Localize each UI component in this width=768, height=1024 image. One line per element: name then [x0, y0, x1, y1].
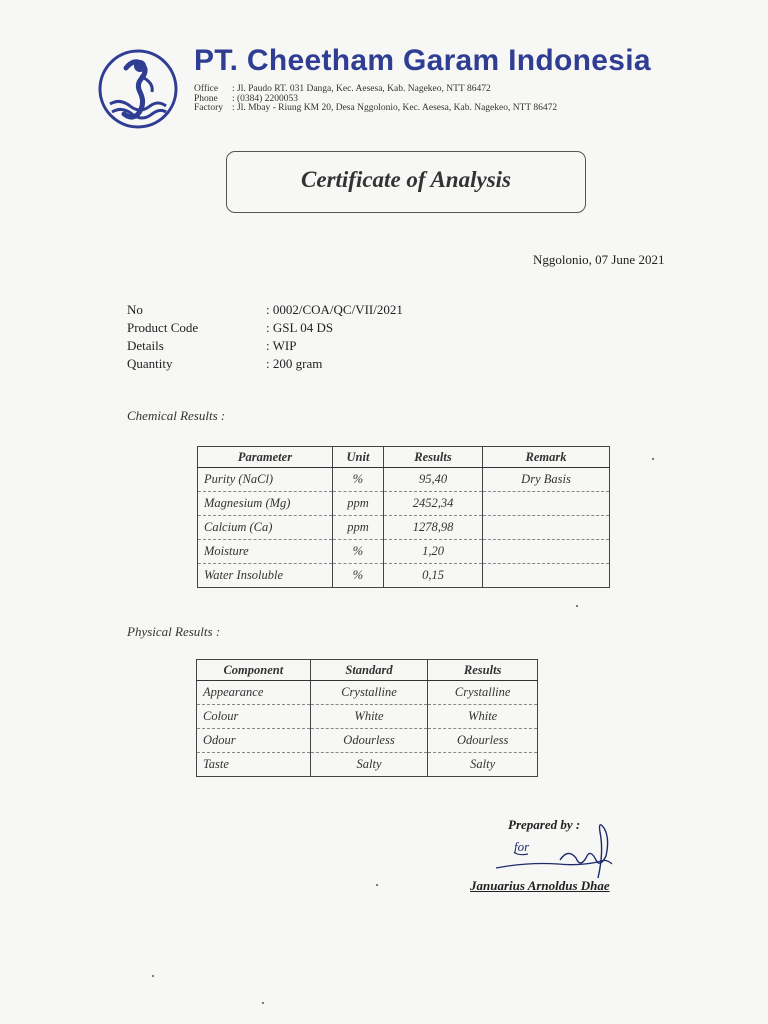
table-row — [198, 540, 610, 564]
table-header-row — [198, 447, 610, 468]
company-name: PT. Cheetham Garam Indonesia — [194, 44, 651, 77]
table-cell: Odour — [197, 729, 311, 753]
table-cell: Colour — [197, 705, 311, 729]
table-row — [198, 492, 610, 516]
table-row — [197, 681, 538, 705]
table-row — [197, 753, 538, 777]
table-row — [198, 468, 610, 492]
speck — [152, 975, 154, 977]
speck — [262, 1002, 264, 1004]
table-row — [197, 729, 538, 753]
info-label-no: No — [127, 302, 143, 317]
table-cell: Odourless — [310, 729, 428, 753]
table-cell — [483, 540, 610, 564]
speck — [376, 884, 378, 886]
factory-label: Factory — [194, 103, 224, 113]
table-row — [198, 516, 610, 540]
physical-results-table — [196, 659, 538, 777]
column-header: Unit — [333, 447, 384, 468]
table-cell: % — [333, 564, 384, 588]
table-header-row — [197, 660, 538, 681]
table-cell: 1,20 — [384, 540, 483, 564]
column-header: Standard — [310, 660, 428, 681]
info-label-product-code: Product Code — [127, 320, 199, 335]
table-cell: Taste — [197, 753, 311, 777]
column-header: Results — [428, 660, 538, 681]
info-value-product-code: : GSL 04 DS — [266, 320, 334, 335]
mermaid-logo-icon — [96, 48, 180, 130]
table-cell: Magnesium (Mg) — [198, 492, 333, 516]
info-label-quantity: Quantity — [127, 356, 173, 371]
table-cell: Calcium (Ca) — [198, 516, 333, 540]
table-cell: Salty — [428, 753, 538, 777]
table-cell: ppm — [333, 516, 384, 540]
table-cell: Crystalline — [428, 681, 538, 705]
table-cell: 0,15 — [384, 564, 483, 588]
table-cell: Crystalline — [310, 681, 428, 705]
table-cell: % — [333, 540, 384, 564]
chemical-results-table — [197, 446, 610, 588]
info-label-details: Details — [127, 338, 164, 353]
table-cell: Moisture — [198, 540, 333, 564]
physical-results-title: Physical Results : — [127, 624, 221, 639]
table-cell: 95,40 — [384, 468, 483, 492]
speck — [652, 458, 654, 460]
table-cell: ppm — [333, 492, 384, 516]
office-address — [194, 84, 491, 94]
factory-address — [194, 103, 557, 113]
prepared-by-label: Prepared by : — [508, 817, 581, 832]
table-cell: Dry Basis — [483, 468, 610, 492]
table-cell: Appearance — [197, 681, 311, 705]
date-line: Nggolonio, 07 June 2021 — [533, 252, 665, 267]
factory-value: : Jl. Mbay - Riung KM 20, Desa Nggolonio, Kec. Aesesa, Kab. Nagekeo, NTT 86472 — [232, 103, 558, 113]
table-cell: 1278,98 — [384, 516, 483, 540]
column-header: Parameter — [198, 447, 333, 468]
document-title: Certificate of Analysis — [301, 167, 511, 192]
table-cell — [483, 564, 610, 588]
info-value-no: : 0002/COA/QC/VII/2021 — [266, 302, 403, 317]
table-cell — [483, 516, 610, 540]
table-cell: Purity (NaCl) — [198, 468, 333, 492]
table-cell: Odourless — [428, 729, 538, 753]
table-cell: Water Insoluble — [198, 564, 333, 588]
chemical-results-title: Chemical Results : — [127, 408, 226, 423]
table-cell: White — [428, 705, 538, 729]
info-value-quantity: : 200 gram — [266, 356, 323, 371]
phone-label: Phone — [194, 94, 218, 104]
phone-value: : (0384) 2200053 — [232, 94, 298, 104]
column-header: Remark — [483, 447, 610, 468]
speck — [576, 605, 578, 607]
table-row — [197, 705, 538, 729]
signature-for-text: for — [514, 839, 530, 854]
signer-name: Januarius Arnoldus Dhae — [470, 878, 610, 893]
table-cell: 2452,34 — [384, 492, 483, 516]
table-cell: Salty — [310, 753, 428, 777]
table-row — [198, 564, 610, 588]
table-cell — [483, 492, 610, 516]
office-value: : Jl. Paudo RT. 031 Danga, Kec. Aesesa, Kab. Nagekeo, NTT 86472 — [232, 84, 491, 94]
office-label: Office — [194, 84, 219, 94]
table-cell: White — [310, 705, 428, 729]
column-header: Results — [384, 447, 483, 468]
info-value-details: : WIP — [266, 338, 297, 353]
column-header: Component — [197, 660, 311, 681]
table-cell: % — [333, 468, 384, 492]
